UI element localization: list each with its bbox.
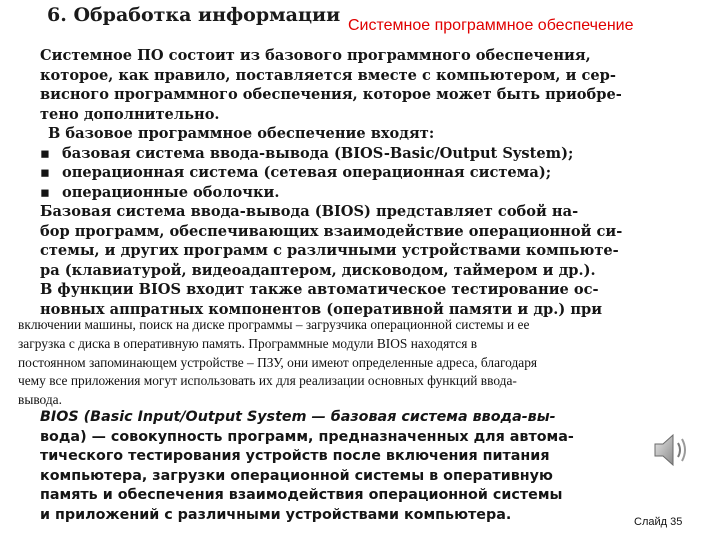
text-line: Системное ПО состоит из базового программного обеспечения,	[40, 47, 591, 64]
text-line: Базовая система ввода-вывода (BIOS) представляет собой на-	[40, 203, 579, 220]
text-line: память и обеспечения взаимодействия операционной системы	[40, 487, 563, 504]
bullet-text: операционная система (сетевая операционная система);	[62, 164, 552, 181]
text-line: В базовое программное обеспечение входят:	[48, 125, 435, 142]
text-line: загрузка с диска в оперативную память. Программные модули BIOS находятся в	[18, 335, 478, 351]
bullet-icon: ▪	[40, 183, 50, 201]
bullet-item	[40, 163, 622, 183]
text-line: BIOS (Basic Input/Output System — базовая система ввода-вы-	[40, 409, 556, 425]
bullet-icon: ▪	[40, 164, 50, 181]
scanned-text-block-2	[40, 408, 574, 526]
text-line: тено дополнительно.	[40, 105, 220, 123]
text-line: чему все приложения могут использовать их для реализации основных функций ввода-	[18, 373, 517, 389]
bullet-text: базовая система ввода-вывода (BIOS-Basic/Output System);	[62, 144, 574, 162]
text-line: ра (клавиатурой, видеоадаптером, дисководом, таймером и др.).	[40, 261, 596, 279]
speaker-icon[interactable]	[651, 430, 695, 470]
scanned-text-block-1	[40, 46, 622, 319]
text-line: тического тестирования устройств после включения питания	[40, 448, 550, 465]
bullet-icon: ▪	[40, 144, 50, 162]
text-line: постоянном запоминающем устройстве – ПЗУ, они имеют определенные адреса, благодаря	[18, 354, 538, 370]
text-line: вода) — совокупность программ, предназначенных для автома-	[40, 428, 574, 445]
text-line: вывода.	[18, 392, 62, 408]
text-line: В функции BIOS входит также автоматическое тестирование ос-	[40, 281, 599, 298]
text-line: бор программ, обеспечивающих взаимодействие операционной си-	[40, 222, 623, 240]
bullet-item	[40, 144, 622, 164]
slide-title: Системное программное обеспечение	[348, 17, 634, 34]
text-line: и приложений с различными устройствами компьютера.	[40, 506, 512, 523]
text-line: которое, как правило, поставляется вместе с компьютером, и сер-	[40, 66, 616, 84]
text-line: новных аппратных компонентов (оперативной памяти и др.) при	[40, 300, 603, 318]
text-line: стемы, и других программ с различными устройствами компьюте-	[40, 242, 619, 259]
plain-text-block	[18, 316, 690, 410]
section-heading: 6. Обработка информации	[47, 4, 341, 26]
text-line: включении машины, поиск на диске программы – загрузчика операционной системы и ее	[18, 317, 530, 332]
bullet-text: операционные оболочки.	[62, 183, 280, 201]
slide-number: Слайд 35	[634, 516, 683, 528]
text-line: компьютера, загрузки операционной системы в оперативную	[40, 467, 553, 484]
bullet-item	[40, 183, 622, 203]
text-line: висного программного обеспечения, которое может быть приобре-	[40, 86, 622, 103]
